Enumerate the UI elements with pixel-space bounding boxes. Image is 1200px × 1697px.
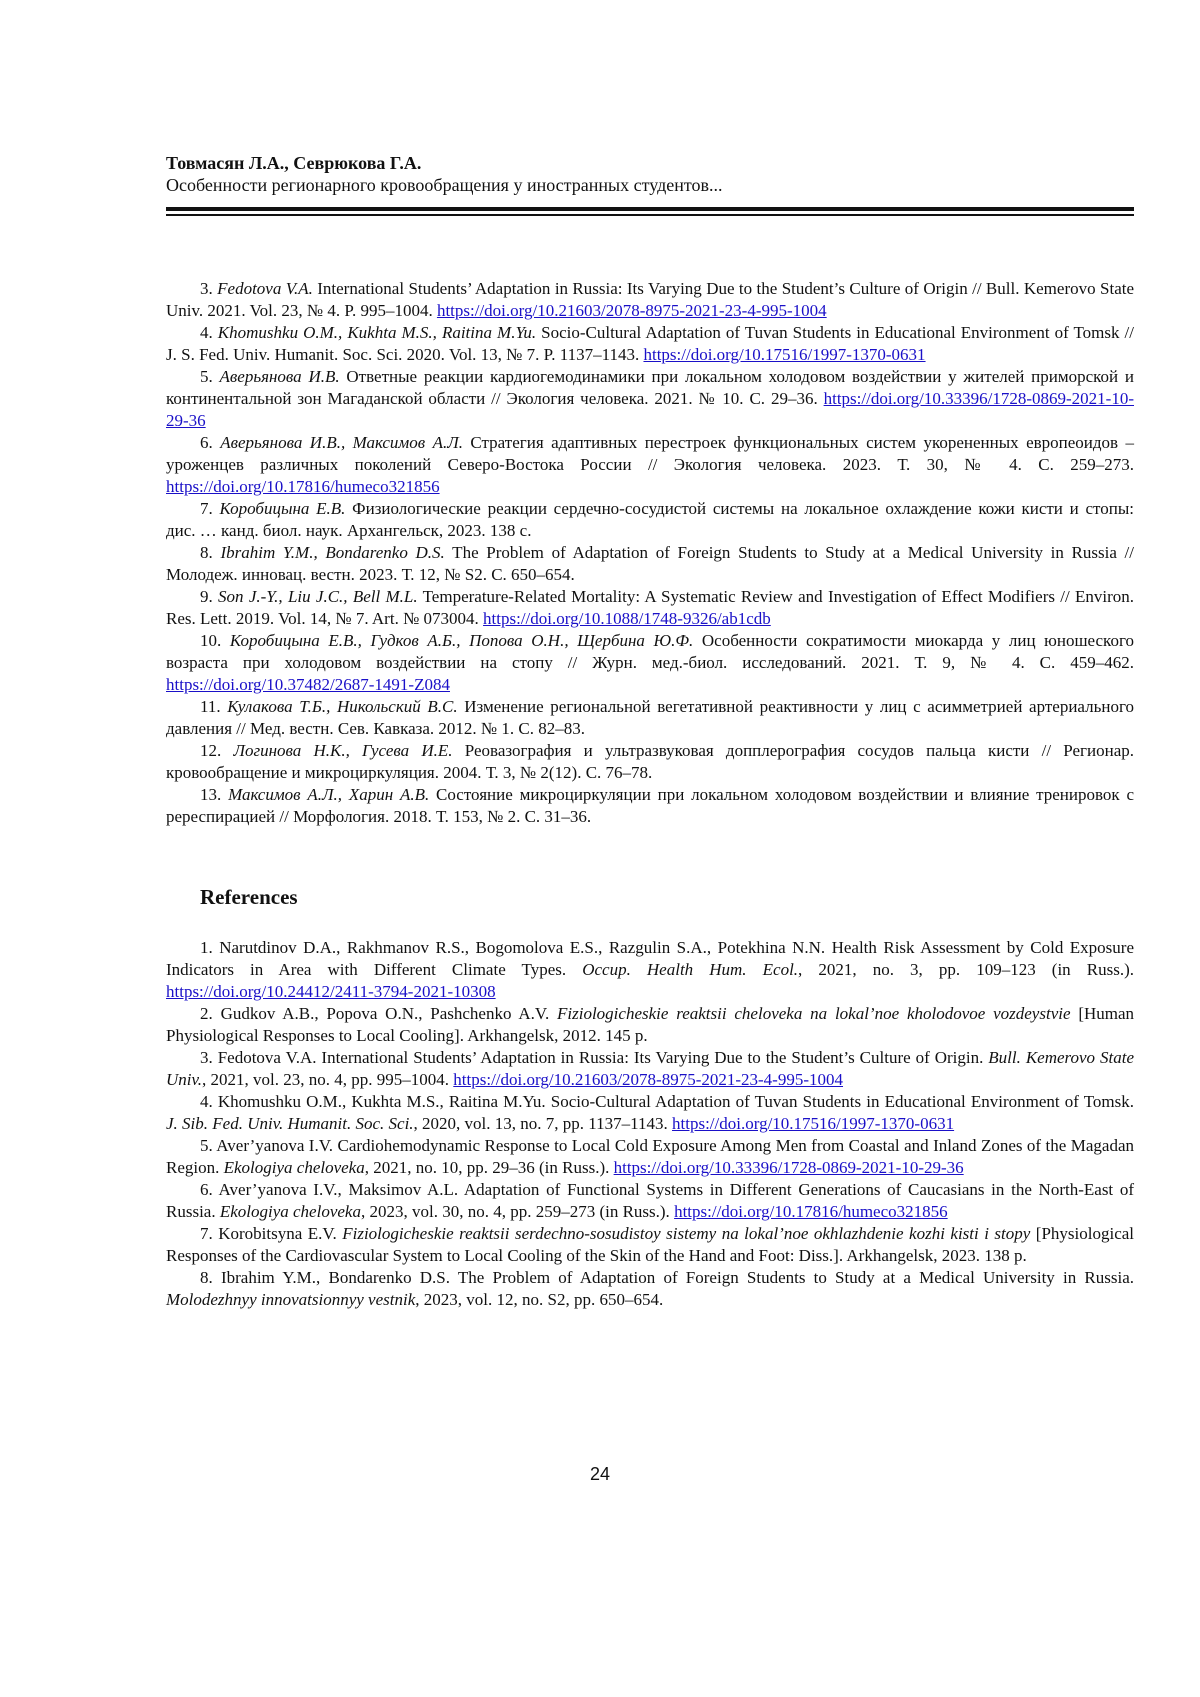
ref-number: 9.: [200, 587, 218, 606]
ref-authors: Коробицына Е.В.: [220, 499, 346, 518]
ref-authors: Кулакова Т.Б., Никольский В.С.: [227, 697, 457, 716]
doi-link[interactable]: https://doi.org/10.21603/2078-8975-2021-23-4-995-1004: [437, 301, 827, 320]
ref-text: , 2023, vol. 12, no. S2, pp. 650–654.: [415, 1290, 663, 1309]
reference-item: [166, 1179, 1134, 1223]
ref-number: 10.: [200, 631, 230, 650]
ref-number: 5.: [200, 367, 220, 386]
ref-number: 6.: [200, 433, 220, 452]
ref-text: Особенности сократимости миокарда у лиц юношеского возраста при холодовом воздействии на стопу // Журн. мед.-биол. исследований. 2021. Т. 9, № 4. С. 459–462.: [166, 631, 1134, 672]
ref-text: Korobitsyna E.V.: [218, 1224, 342, 1243]
ref-number: 11.: [200, 697, 227, 716]
ref-journal: Fiziologicheskie reaktsii cheloveka na lokal’noe kholodovoe vozdeystvie: [557, 1004, 1071, 1023]
ref-text: The Problem of Adaptation of Foreign Students to Study at a Medical University in Russia // Молодеж. инновац. вестн. 2023. Т. 12, № S2. С. 650–654.: [166, 543, 1134, 584]
ref-text: Ibrahim Y.M., Bondarenko D.S. The Problem of Adaptation of Foreign Students to Study at a Medical University in Russia.: [221, 1268, 1134, 1287]
reference-item: [166, 784, 1134, 828]
ref-text: Gudkov A.B., Popova O.N., Pashchenko A.V.: [221, 1004, 557, 1023]
doi-link[interactable]: https://doi.org/10.17516/1997-1370-0631: [643, 345, 925, 364]
ref-text: International Students’ Adaptation in Russia: Its Varying Due to the Student’s Culture of Origin // Bull. Kemerovo State Univ. 2021. Vol. 23, № 4. P. 995–1004.: [166, 279, 1134, 320]
header-rule-thick: [166, 207, 1134, 211]
ref-authors: Логинова Н.К., Гусева И.Е.: [233, 741, 452, 760]
ref-authors: Son J.-Y., Liu J.C., Bell M.L.: [218, 587, 418, 606]
ref-number: 1.: [200, 938, 219, 957]
ref-number: 3.: [200, 279, 217, 298]
ref-journal: Ekologiya cheloveka: [220, 1202, 361, 1221]
reference-item: [166, 630, 1134, 696]
ref-text: Стратегия адаптивных перестроек функциональных систем укорененных европеоидов – уроженцев различных поколений Северо-Востока России // Экология человека. 2023. Т. 30, № 4. С. 259–273.: [166, 433, 1134, 474]
running-header: [166, 152, 1134, 196]
doi-link[interactable]: https://doi.org/10.33396/1728-0869-2021-10-29-36: [166, 389, 1134, 430]
ref-text: Состояние микроциркуляции при локальном холодовом воздействии и влияние тренировок с ререспирацией // Морфология. 2018. Т. 153, № 2. С. 31–36.: [166, 785, 1134, 826]
ref-number: 2.: [200, 1004, 221, 1023]
doi-link[interactable]: https://doi.org/10.1088/1748-9326/ab1cdb: [483, 609, 771, 628]
ref-number: 4.: [200, 1092, 218, 1111]
reference-item: [166, 322, 1134, 366]
ref-text: Temperature-Related Mortality: A Systematic Review and Investigation of Effect Modifiers // Environ. Res. Lett. 2019. Vol. 14, № 7. Art. № 073004.: [166, 587, 1134, 628]
section-title: References: [200, 884, 298, 910]
ref-text: , 2021, no. 3, pp. 109–123 (in Russ.).: [798, 960, 1134, 979]
doi-link[interactable]: https://doi.org/10.21603/2078-8975-2021-23-4-995-1004: [453, 1070, 843, 1089]
ref-text: Aver’yanova I.V. Cardiohemodynamic Response to Local Cold Exposure Among Men from Coastal and Inland Zones of the Magadan Region.: [166, 1136, 1134, 1177]
ref-text: [Human Physiological Responses to Local Cooling]. Arkhangelsk, 2012. 145 p.: [166, 1004, 1134, 1045]
reference-item: [166, 366, 1134, 432]
ref-authors: Максимов А.Л., Харин А.В.: [228, 785, 429, 804]
ref-journal: Ekologiya cheloveka: [224, 1158, 365, 1177]
ref-number: 6.: [200, 1180, 219, 1199]
ref-number: 3.: [200, 1048, 218, 1067]
ref-authors: Khomushku O.M., Kukhta M.S., Raitina M.Yu.: [218, 323, 536, 342]
ref-number: 8.: [200, 1268, 221, 1287]
doi-link[interactable]: https://doi.org/10.17516/1997-1370-0631: [672, 1114, 954, 1133]
header-authors: Товмасян Л.А., Севрюкова Г.А.: [166, 152, 1134, 174]
ref-authors: Fedotova V.A.: [217, 279, 313, 298]
reference-item: [166, 696, 1134, 740]
reference-item: [166, 1091, 1134, 1135]
reference-list-english: [166, 937, 1134, 1311]
ref-journal: Bull. Kemerovo State Univ.: [166, 1048, 1134, 1089]
doi-link[interactable]: https://doi.org/10.24412/2411-3794-2021-10308: [166, 982, 496, 1001]
reference-item: [166, 432, 1134, 498]
reference-item: [166, 1135, 1134, 1179]
header-title: Особенности регионарного кровообращения у иностранных студентов...: [166, 174, 1134, 196]
page-number: 24: [0, 1464, 1200, 1485]
ref-text: [Physiological Responses of the Cardiovascular System to Local Cooling of the Skin of the Hand and Foot: Diss.]. Arkhangelsk, 2023. 138 p.: [166, 1224, 1134, 1265]
doi-link[interactable]: https://doi.org/10.37482/2687-1491-Z084: [166, 675, 450, 694]
ref-text: Реовазография и ультразвуковая допплерография сосудов пальца кисти // Регионар. кровообращение и микроциркуляция. 2004. Т. 3, № 2(12). С. 76–78.: [166, 741, 1134, 782]
reference-list-russian: [166, 278, 1134, 828]
ref-number: 7.: [200, 499, 220, 518]
doi-link[interactable]: https://doi.org/10.17816/humeco321856: [674, 1202, 948, 1221]
ref-text: Изменение региональной вегетативной реактивности у лиц с асимметрией артериального давления // Мед. вестн. Сев. Кавказа. 2012. № 1. С. 82–83.: [166, 697, 1134, 738]
reference-item: [166, 740, 1134, 784]
ref-authors: Аверьянова И.В.: [220, 367, 340, 386]
ref-journal: J. Sib. Fed. Univ. Humanit. Soc. Sci.: [166, 1114, 414, 1133]
ref-journal: Molodezhnyy innovatsionnyy vestnik: [166, 1290, 415, 1309]
ref-text: Fedotova V.A. International Students’ Adaptation in Russia: Its Varying Due to the Student’s Culture of Origin.: [218, 1048, 989, 1067]
reference-item: [166, 1003, 1134, 1047]
ref-text: , 2020, vol. 13, no. 7, pp. 1137–1143.: [414, 1114, 672, 1133]
ref-text: , 2021, vol. 23, no. 4, pp. 995–1004.: [202, 1070, 453, 1089]
ref-text: Narutdinov D.A., Rakhmanov R.S., Bogomolova E.S., Razgulin S.A., Potekhina N.N. Health Risk Assessment by Cold Exposure Indicators in Area with Different Climate Types.: [166, 938, 1134, 979]
header-rule-thin: [166, 214, 1134, 216]
ref-number: 13.: [200, 785, 228, 804]
doi-link[interactable]: https://doi.org/10.17816/humeco321856: [166, 477, 440, 496]
reference-item: [166, 1267, 1134, 1311]
ref-authors: Коробицына Е.В., Гудков А.Б., Попова О.Н., Щербина Ю.Ф.: [230, 631, 693, 650]
ref-text: Физиологические реакции сердечно-сосудистой системы на локальное охлаждение кожи кисти и стопы: дис. … канд. биол. наук. Архангельск, 2023. 138 с.: [166, 499, 1134, 540]
reference-item: [166, 937, 1134, 1003]
ref-journal: Occup. Health Hum. Ecol.: [582, 960, 798, 979]
ref-text: Khomushku O.M., Kukhta M.S., Raitina M.Yu. Socio-Cultural Adaptation of Tuvan Students in Educational Environment of Tomsk.: [218, 1092, 1134, 1111]
reference-item: [166, 1047, 1134, 1091]
reference-item: [166, 586, 1134, 630]
ref-text: Socio-Cultural Adaptation of Tuvan Students in Educational Environment of Tomsk // J. S. Fed. Univ. Humanit. Soc. Sci. 2020. Vol. 13, № 7. P. 1137–1143.: [166, 323, 1134, 364]
ref-text: , 2023, vol. 30, no. 4, pp. 259–273 (in Russ.).: [361, 1202, 674, 1221]
reference-item: [166, 542, 1134, 586]
ref-number: 8.: [200, 543, 220, 562]
ref-text: Ответные реакции кардиогемодинамики при локальном холодовом воздействии у жителей приморской и континентальной зон Магаданской области // Экология человека. 2021. № 10. С. 29–36.: [166, 367, 1134, 408]
ref-number: 7.: [200, 1224, 218, 1243]
reference-item: [166, 498, 1134, 542]
ref-authors: Ibrahim Y.M., Bondarenko D.S.: [220, 543, 444, 562]
ref-number: 4.: [200, 323, 218, 342]
ref-number: 12.: [200, 741, 233, 760]
ref-journal: Fiziologicheskie reaktsii serdechno-sosudistoy sistemy na lokal’noe okhlazhdenie kozhi kisti i stopy: [342, 1224, 1030, 1243]
ref-authors: Аверьянова И.В., Максимов А.Л.: [220, 433, 463, 452]
ref-text: , 2021, no. 10, pp. 29–36 (in Russ.).: [365, 1158, 614, 1177]
reference-item: [166, 1223, 1134, 1267]
doi-link[interactable]: https://doi.org/10.33396/1728-0869-2021-10-29-36: [614, 1158, 964, 1177]
reference-item: [166, 278, 1134, 322]
ref-text: Aver’yanova I.V., Maksimov A.L. Adaptation of Functional Systems in Different Generations of Caucasians in the North-East of Russia.: [166, 1180, 1134, 1221]
ref-number: 5.: [200, 1136, 216, 1155]
